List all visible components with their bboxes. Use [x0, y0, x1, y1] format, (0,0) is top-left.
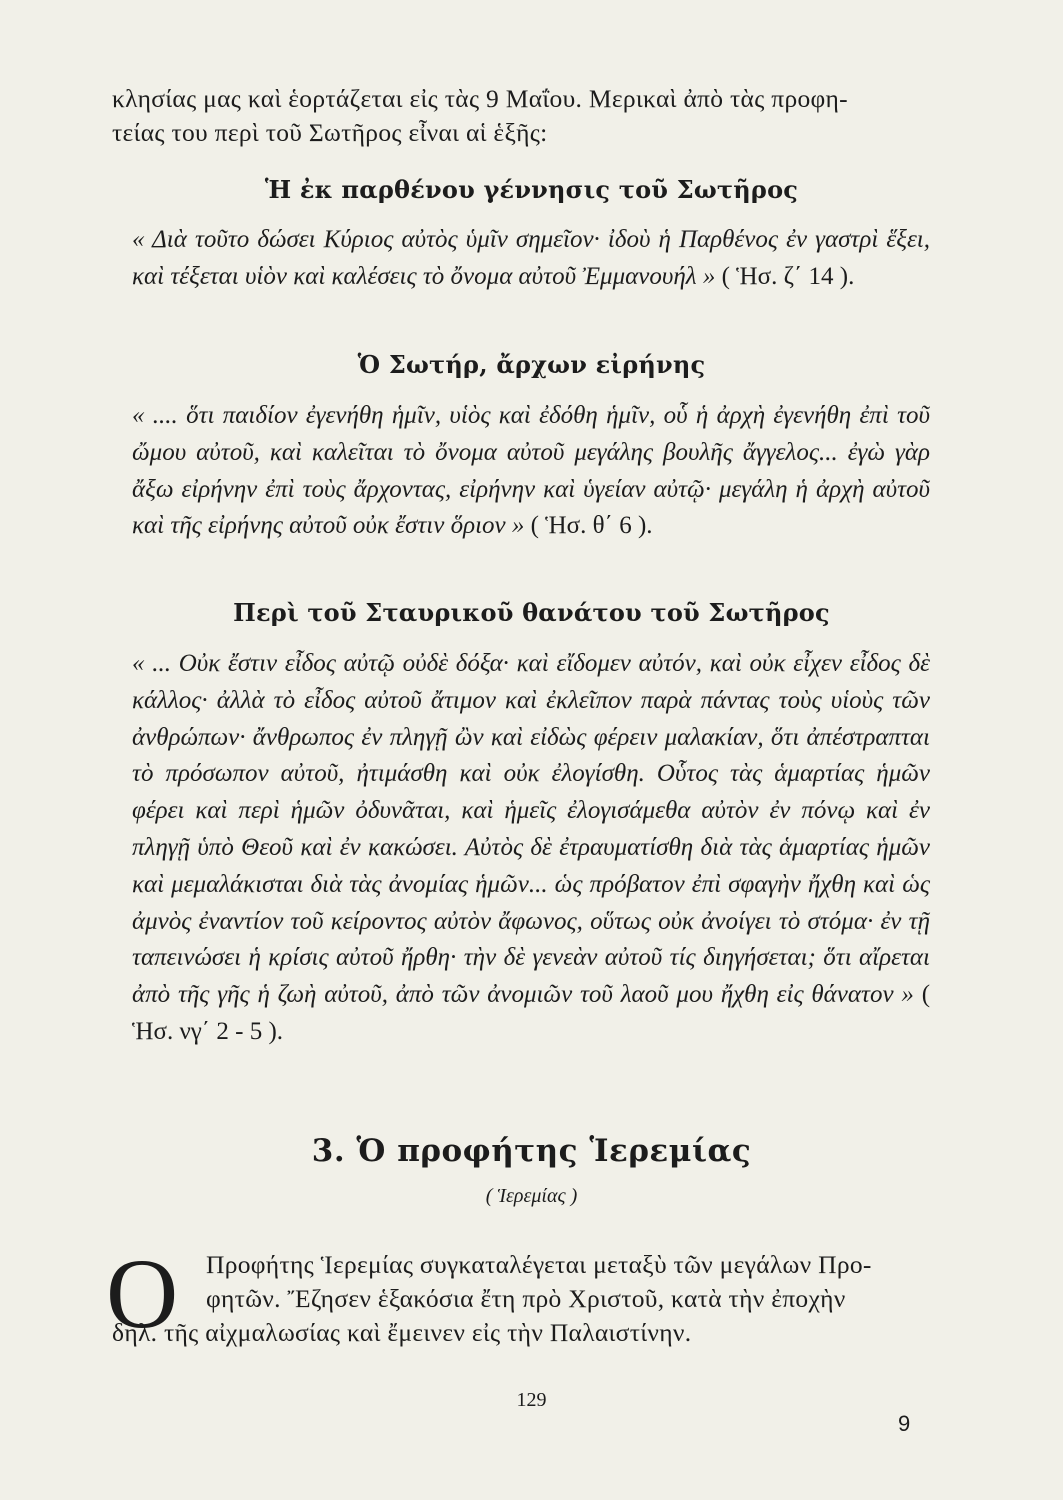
- section-heading-virgin-birth: Ἡ ἐκ παρθένου γέννησις τοῦ Σωτῆρος: [264, 175, 799, 204]
- scripture-reference: ( Ἡσ. νγ΄ 2 - 5 ).: [132, 981, 931, 1045]
- quote-text: « .... ὅτι παιδίον ἐγενήθη ἡμῖν, υἱὸς καὶ ἐδόθη ἡμῖν, οὗ ἡ ἀρχὴ ἐγενήθη ἐπὶ τοῦ ὤμου αὐτοῦ, καὶ καλεῖται τὸ ὄνομα αὐτοῦ μεγάλης βουλῆς ἄγγελος... ἐγὼ γὰρ ἄξω εἰρήνην ἐπὶ τοὺς ἄρχοντας, εἰρήνην καὶ ὑγείαν αὐτῷ· μεγάλη ἡ ἀρχὴ αὐτοῦ καὶ τῆς εἰρήνης αὐτοῦ οὐκ ἔστιν ὅριον »: [132, 402, 930, 540]
- quote-crucifixion: [112, 646, 930, 1051]
- signature-mark: 9: [898, 1411, 911, 1436]
- section-heading-crucifixion: Περὶ τοῦ Σταυρικοῦ θανάτου τοῦ Σωτῆρος: [233, 598, 830, 627]
- para-line-2: φητῶν. Ἔζησεν ἑξακόσια ἔτη πρὸ Χριστοῦ, κατὰ τὴν ἐποχὴν: [206, 1284, 846, 1313]
- para-line-1: Προφήτης Ἱερεμίας συγκαταλέγεται μεταξὺ τῶν μεγάλων Προ-: [206, 1250, 872, 1279]
- quote-text: « Διὰ τοῦτο δώσει Κύριος αὐτὸς ὑμῖν σημεῖον· ἰδοὺ ἡ Παρθένος ἐν γαστρὶ ἕξει, καὶ τέξεται υἱὸν καὶ καλέσεις τὸ ὄνομα αὐτοῦ Ἐμμανουήλ »: [132, 226, 930, 290]
- section-heading-prince-of-peace: Ὁ Σωτήρ, ἄρχων εἰρήνης: [357, 350, 706, 379]
- chapter-subtitle: ( Ἱερεμίας ): [485, 1185, 578, 1207]
- para-line-3: δηλ. τῆς αἰχμαλωσίας καὶ ἔμεινεν εἰς τὴν Παλαιστίνην.: [112, 1318, 692, 1347]
- intro-line-2: τείας του περὶ τοῦ Σωτῆρος εἶναι αἱ ἑξῆς:: [112, 118, 548, 147]
- quote-virgin-birth: [112, 222, 930, 296]
- quote-text: « ... Οὐκ ἔστιν εἶδος αὐτῷ οὐδὲ δόξα· καὶ εἴδομεν αὐτόν, καὶ οὐκ εἶχεν εἶδος δὲ κάλλος· ἀλλὰ τὸ εἶδος αὐτοῦ ἄτιμον καὶ ἐκλεῖπον παρὰ πάντας τοὺς υἱοὺς τῶν ἀνθρώπων· ἄνθρωπος ἐν πληγῇ ὢν καὶ εἰδὼς φέρειν μαλακίαν, ὅτι ἀπέστραπται τὸ πρόσωπον αὐτοῦ, ἠτιμάσθη καὶ οὐκ ἐλογίσθη. Οὗτος τὰς ἁμαρτίας ἡμῶν φέρει καὶ περὶ ἡμῶν ὀδυνᾶται, καὶ ἡμεῖς ἐλογισάμεθα αὐτὸν ἐν πόνῳ καὶ ἐν πληγῇ ὑπὸ Θεοῦ καὶ ἐν κακώσει. Αὐτὸς δὲ ἐτραυματίσθη διὰ τὰς ἁμαρτίας ἡμῶν καὶ μεμαλάκισται διὰ τὰς ἀνομίας ἡμῶν... ὡς πρόβατον ἐπὶ σφαγὴν ἤχθη καὶ ὡς ἀμνὸς ἐναντίον τοῦ κείροντος αὐτὸν ἄφωνος, οὕτως οὐκ ἀνοίγει τὸ στόμα· ἐν τῇ ταπεινώσει ἡ κρίσις αὐτοῦ ἤρθη· τὴν δὲ γενεὰν αὐτοῦ τίς διηγήσεται; ὅτι αἴρεται ἀπὸ τῆς γῆς ἡ ζωὴ αὐτοῦ, ἀπὸ τῶν ἀνομιῶν τοῦ λαοῦ μου ἤχθη εἰς θάνατον »: [132, 650, 930, 1009]
- page-number: 129: [516, 1389, 547, 1411]
- scripture-reference: ( Ἡσ. θ΄ 6 ).: [530, 512, 653, 540]
- chapter-intro-paragraph: [106, 1238, 930, 1350]
- intro-paragraph: [112, 82, 930, 150]
- scripture-reference: ( Ἡσ. ζ΄ 14 ).: [721, 262, 855, 290]
- quote-prince-of-peace: [112, 398, 930, 545]
- intro-line-1: κλησίας μας καὶ ἑορτάζεται εἰς τὰς 9 Μαΐου. Μερικαὶ ἀπὸ τὰς προφη-: [112, 84, 848, 113]
- drop-cap-letter: Ο: [106, 1238, 179, 1349]
- chapter-title: 3. Ὁ προφήτης Ἱερεμίας: [311, 1133, 752, 1169]
